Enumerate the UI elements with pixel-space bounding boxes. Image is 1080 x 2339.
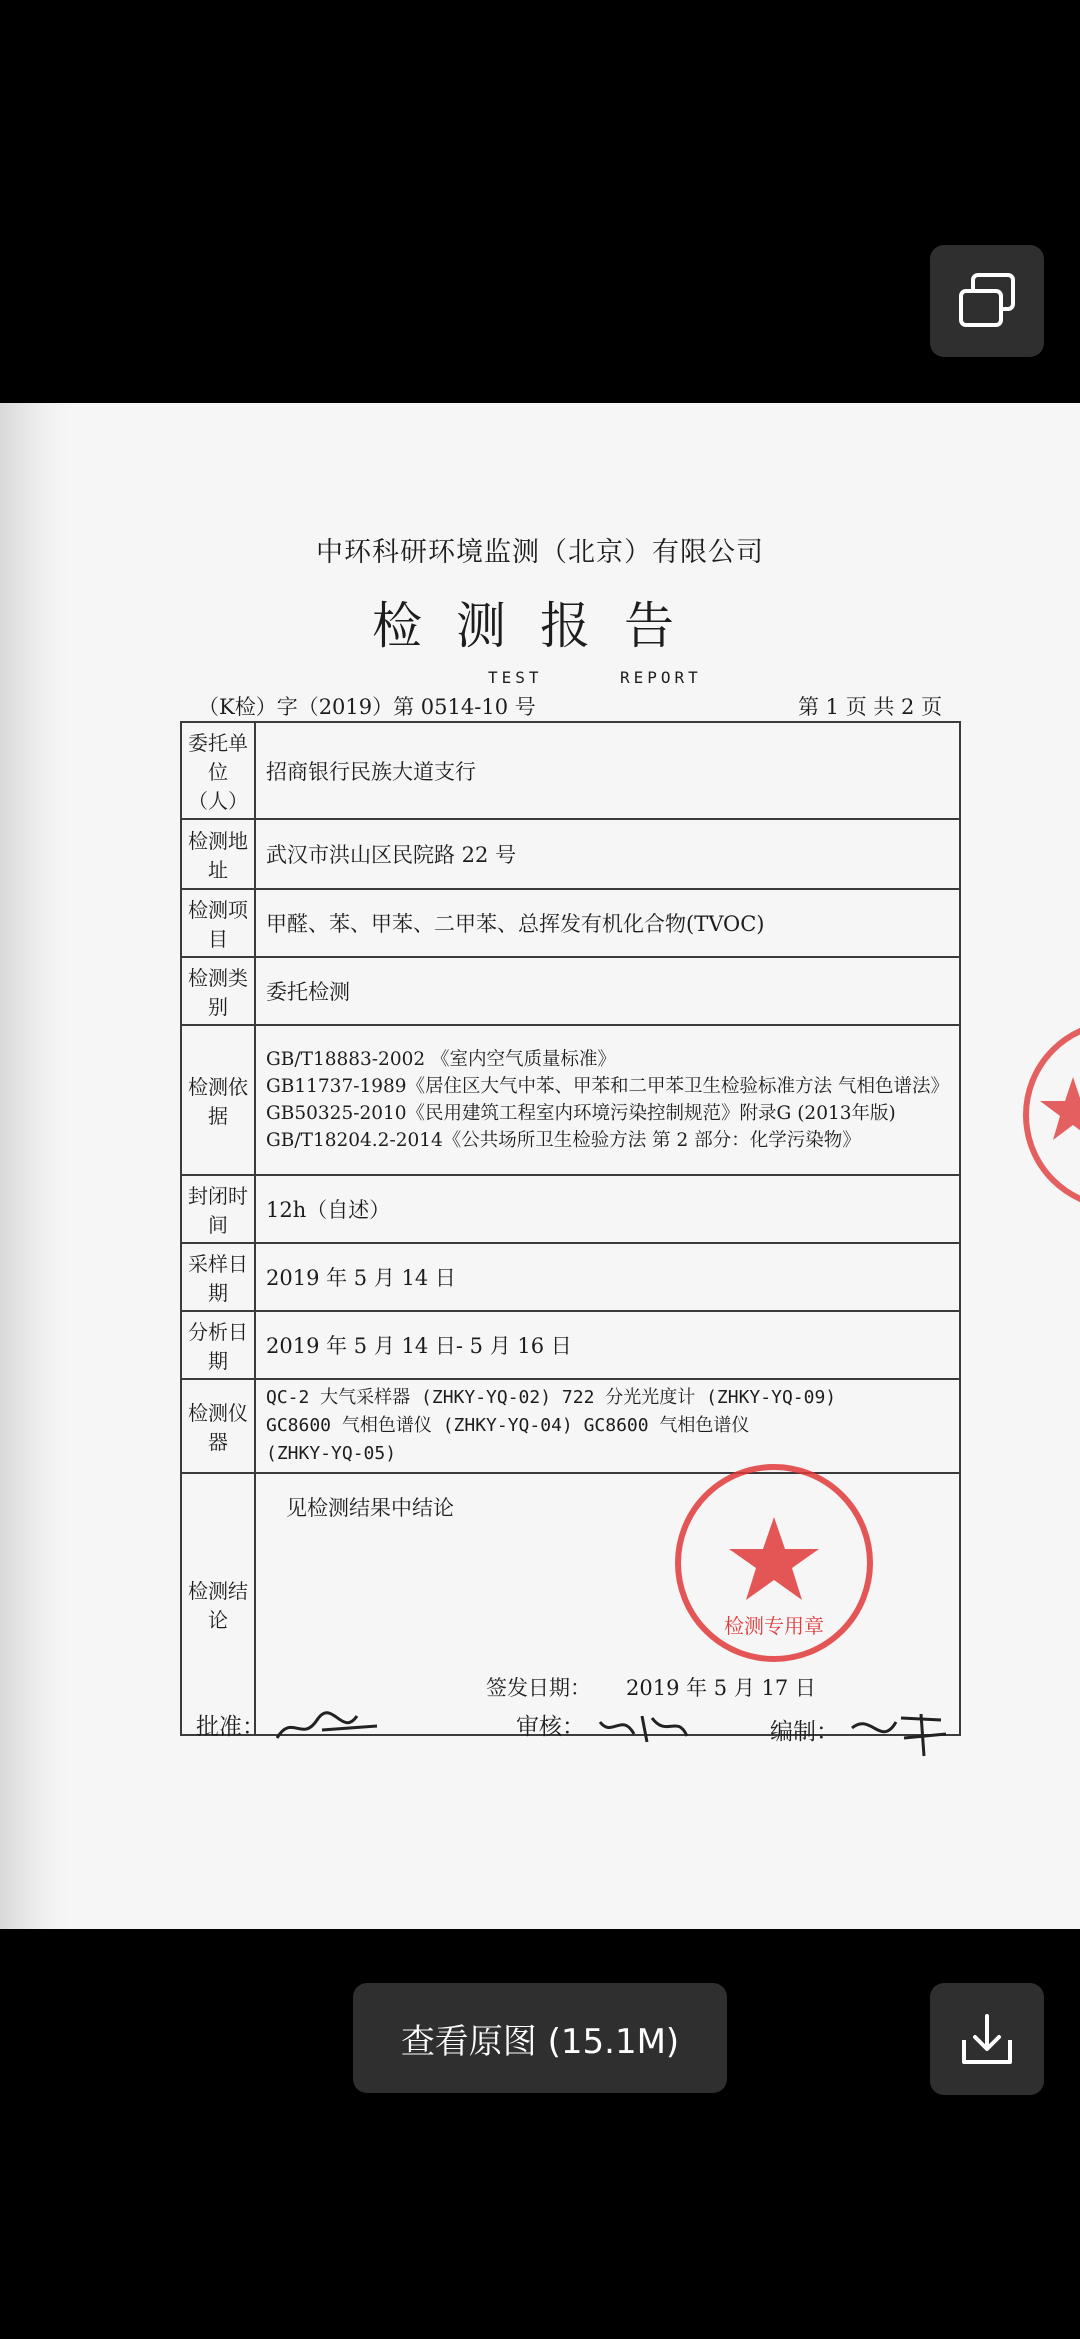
company-name: 中环科研环境监测（北京）有限公司 <box>316 537 764 568</box>
partial-seal <box>1018 1015 1080 1215</box>
address-label: 检测地址 <box>181 819 255 889</box>
basis-value <box>255 1025 960 1175</box>
edit-handwriting <box>846 1708 956 1758</box>
report-subtitle-report: REPORT <box>620 668 702 687</box>
review-label: 审核： <box>516 1714 585 1740</box>
download-icon <box>958 2010 1016 2068</box>
analysis-value: 2019 年 5 月 14 日- 5 月 16 日 <box>255 1311 960 1379</box>
report-document <box>0 403 1080 1929</box>
row-address <box>181 819 960 889</box>
review-signature <box>516 1708 692 1748</box>
approve-handwriting <box>272 1708 382 1748</box>
basis-line: GB11737-1989《居住区大气中苯、甲苯和二甲苯卫生检验标准方法 气相色谱法》 <box>266 1076 949 1097</box>
reference-number: （K检）字（2019）第 0514-10 号 <box>198 695 536 719</box>
row-analysis <box>181 1311 960 1379</box>
download-button[interactable] <box>930 1983 1044 2095</box>
instrument-line: QC-2 大气采样器 (ZHKY-YQ-02) 722 分光光度计 (ZHKY-YQ-09) <box>266 1387 837 1408</box>
edit-label: 编制： <box>770 1719 839 1745</box>
address-value: 武汉市洪山区民院路 22 号 <box>255 819 960 889</box>
category-label: 检测类别 <box>181 957 255 1025</box>
basis-line: GB50325-2010《民用建筑工程室内环境污染控制规范》附录G (2013年版) <box>266 1103 896 1124</box>
instrument-value <box>255 1379 960 1473</box>
issue-date-label: 签发日期： <box>486 1676 591 1700</box>
instrument-label: 检测仪器 <box>181 1379 255 1473</box>
row-closure <box>181 1175 960 1243</box>
category-value: 委托检测 <box>255 957 960 1025</box>
page-info: 第 1 页 共 2 页 <box>798 695 943 719</box>
multi-window-icon <box>955 271 1019 331</box>
row-instrument <box>181 1379 960 1473</box>
row-category <box>181 957 960 1025</box>
basis-label: 检测依据 <box>181 1025 255 1175</box>
closure-value: 12h（自述） <box>255 1175 960 1243</box>
client-value: 招商银行民族大道支行 <box>255 722 960 819</box>
instrument-line: (ZHKY-YQ-05) <box>266 1443 397 1464</box>
sampling-label: 采样日期 <box>181 1243 255 1311</box>
top-window-button[interactable] <box>930 245 1044 357</box>
document-photo <box>0 403 1080 1929</box>
conclusion-value: 见检测结果中结论 <box>286 1496 454 1520</box>
view-original-label: 查看原图 (15.1M) <box>400 2021 680 2062</box>
analysis-label: 分析日期 <box>181 1311 255 1379</box>
edit-signature <box>770 1708 956 1758</box>
report-title: 检测报告 <box>372 597 708 655</box>
row-client <box>181 722 960 819</box>
row-sampling <box>181 1243 960 1311</box>
items-label: 检测项目 <box>181 889 255 957</box>
row-basis <box>181 1025 960 1175</box>
conclusion-label: 检测结论 <box>181 1473 255 1735</box>
closure-label: 封闭时间 <box>181 1175 255 1243</box>
sampling-value: 2019 年 5 月 14 日 <box>255 1243 960 1311</box>
basis-line: GB/T18204.2-2014《公共场所卫生检验方法 第 2 部分：化学污染物》 <box>266 1130 861 1151</box>
items-value: 甲醛、苯、甲苯、二甲苯、总挥发有机化合物(TVOC) <box>255 889 960 957</box>
svg-text:检测专用章: 检测专用章 <box>724 1614 824 1638</box>
row-items <box>181 889 960 957</box>
report-subtitle-test: TEST <box>488 668 543 687</box>
approve-label: 批准： <box>196 1714 265 1740</box>
approve-signature <box>196 1708 382 1748</box>
view-original-button[interactable] <box>353 1983 727 2093</box>
review-handwriting <box>592 1708 692 1748</box>
official-seal <box>672 1461 876 1665</box>
client-label: 委托单位（人） <box>181 722 255 819</box>
issue-date-value: 2019 年 5 月 17 日 <box>626 1676 816 1700</box>
instrument-line: GC8600 气相色谱仪 (ZHKY-YQ-04) GC8600 气相色谱仪 <box>266 1415 750 1436</box>
basis-line: GB/T18883-2002 《室内空气质量标准》 <box>266 1049 617 1070</box>
